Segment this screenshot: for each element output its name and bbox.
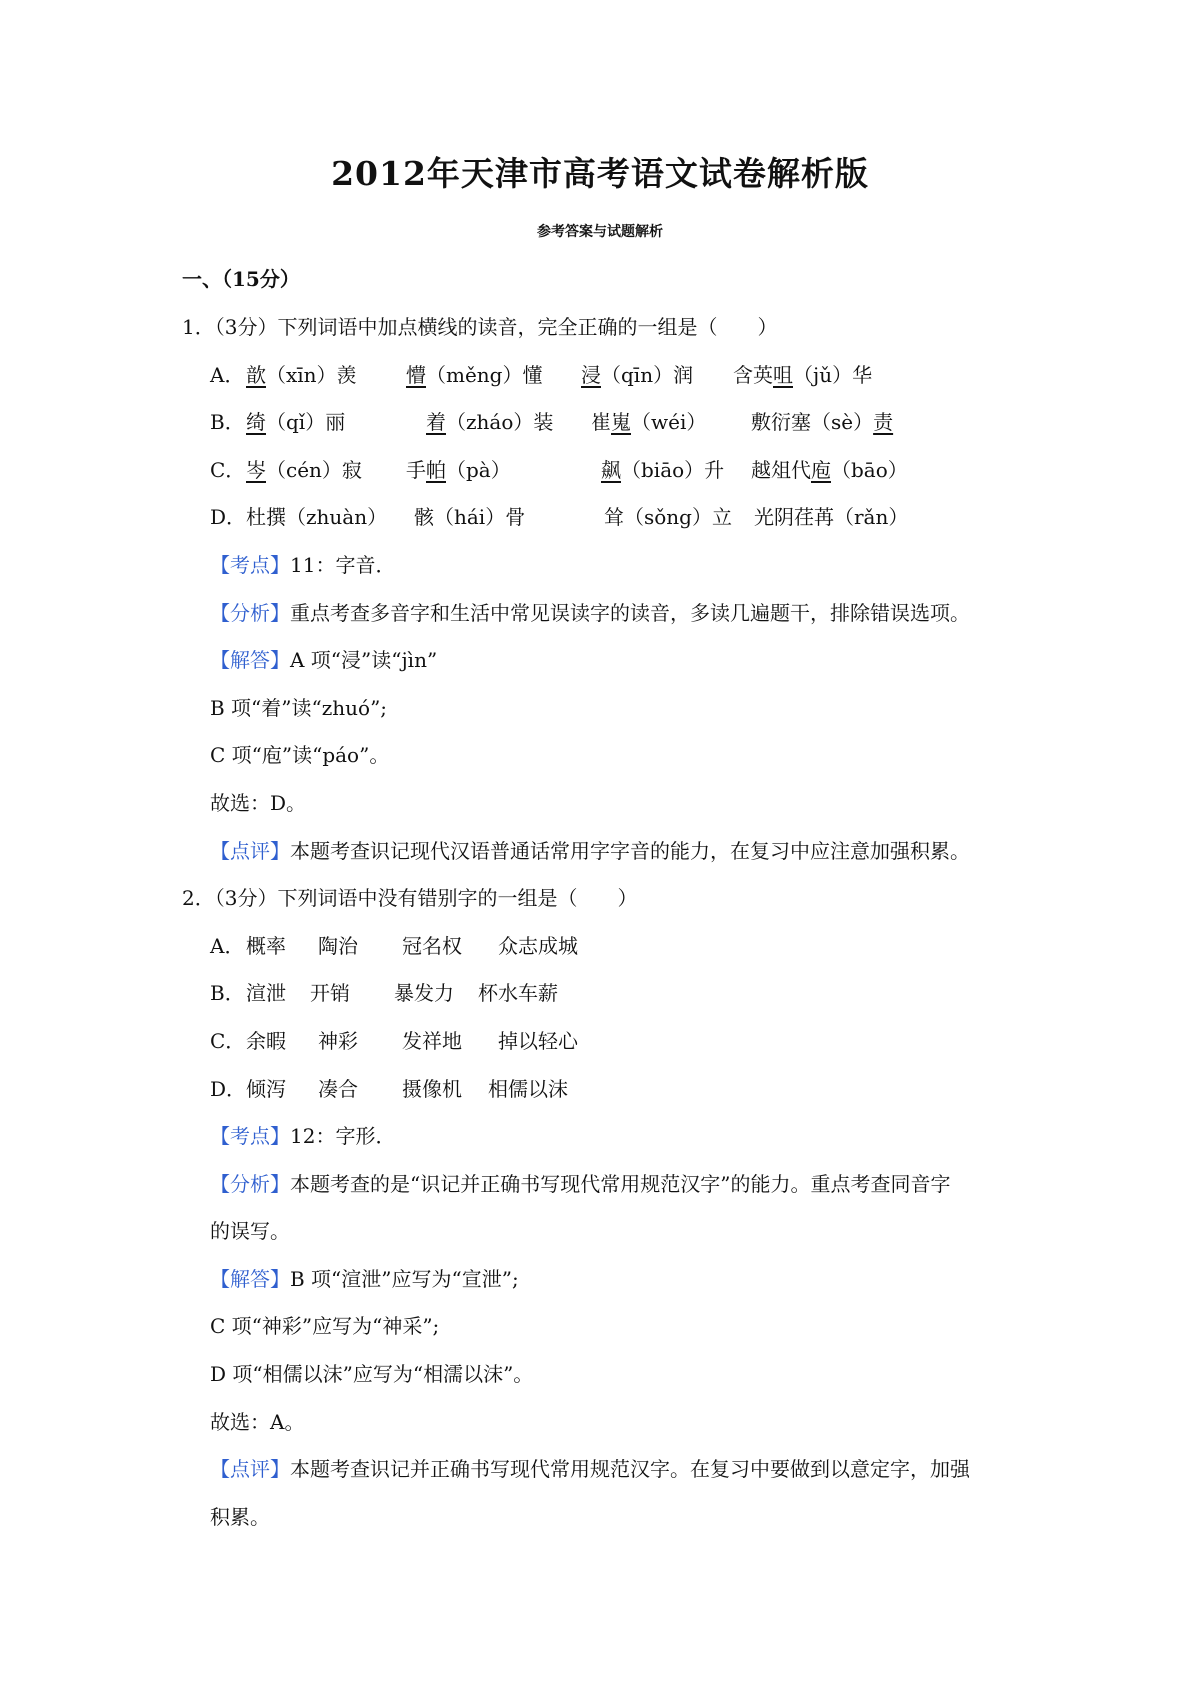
option-text: 相儒以沫 <box>488 1076 568 1101</box>
page-subtitle: 参考答案与试题解析 <box>537 224 663 240</box>
q2-answer: 故选：A。 <box>210 1409 305 1434</box>
q1-fenxi <box>182 590 1042 638</box>
marked-char: 浸 <box>581 362 601 387</box>
option-text: 暴发力 <box>394 981 454 1006</box>
option-text: 发祥地 <box>402 1028 462 1053</box>
option-text: 凑合 <box>318 1076 358 1101</box>
option-text: 众志成城 <box>498 933 578 958</box>
q2-option-d <box>182 1066 1042 1114</box>
marked-char: 帕 <box>426 457 446 482</box>
option-text: 手 <box>406 457 426 482</box>
option-label: A． <box>210 362 245 387</box>
option-label: A． <box>210 933 245 958</box>
fenxi-text: 重点考查多音字和生活中常见误读字的读音，多读几遍题干，排除错误选项。 <box>290 600 970 625</box>
option-text: 耸（sǒng）立 <box>604 505 732 530</box>
option-text: （qīn）润 <box>601 362 694 387</box>
q1-dianping <box>182 828 1042 876</box>
option-text: 开销 <box>310 981 350 1006</box>
q1-stem: 1．（3分）下列词语中加点横线的读音，完全正确的一组是（ ） <box>182 315 778 339</box>
jieda-text: B 项“渲泄”应写为“宣泄”; <box>290 1266 519 1291</box>
marked-char: 岑 <box>246 457 266 482</box>
option-text: 冠名权 <box>402 933 462 958</box>
q2-option-a <box>182 923 1042 971</box>
q1-answer: 故选：D。 <box>210 790 307 815</box>
jieda-tag: 【解答】 <box>210 1266 290 1291</box>
kaodian-text: 11：字音． <box>290 552 396 577</box>
option-label: C． <box>210 1028 246 1053</box>
option-text: 渲泄 <box>246 981 286 1006</box>
option-text: 余暇 <box>246 1028 286 1053</box>
option-label: B． <box>210 981 245 1006</box>
q2-jieda-line-2: C 项“神彩”应写为“神采”; <box>210 1314 440 1339</box>
q2-fenxi <box>182 1161 1042 1209</box>
marked-char: 着 <box>426 410 446 435</box>
kaodian-tag: 【考点】 <box>210 552 290 577</box>
option-label: D． <box>210 1076 247 1101</box>
q1-option-d <box>182 494 1042 542</box>
dianping-tag: 【点评】 <box>210 1457 290 1482</box>
option-label: C． <box>210 457 246 482</box>
option-text: 神彩 <box>318 1028 358 1053</box>
dianping-text: 本题考查识记并正确书写现代常用规范汉字。在复习中要做到以意定字，加强 <box>290 1457 970 1482</box>
marked-char: 责 <box>873 410 894 435</box>
option-text: 含英 <box>733 362 773 387</box>
option-text: （bāo） <box>831 457 908 482</box>
option-text: 越俎代 <box>751 457 811 482</box>
q1-option-b <box>182 399 1042 447</box>
q1-option-a <box>182 352 1042 400</box>
marked-char: 绮 <box>246 410 266 435</box>
page-title: 2012年天津市高考语文试卷解析版 <box>331 154 869 193</box>
q2-kaodian <box>182 1113 1042 1161</box>
option-text: （wéi） <box>631 410 707 435</box>
option-text: （jǔ）华 <box>793 362 873 387</box>
q2-stem: 2．（3分）下列词语中没有错别字的一组是（ ） <box>182 886 638 911</box>
option-text: 杜撰（zhuàn） <box>246 505 388 530</box>
option-text: 掉以轻心 <box>498 1028 578 1053</box>
option-text: （biāo）升 <box>621 457 725 482</box>
option-text: （měng）懂 <box>426 362 543 387</box>
q2-jieda <box>182 1256 1042 1304</box>
q1-option-c <box>182 447 1042 495</box>
q2-option-b <box>182 970 1042 1018</box>
section-heading: 一、（15分） <box>182 267 300 291</box>
option-text: 陶治 <box>318 933 358 958</box>
marked-char: 咀 <box>773 362 793 387</box>
q1-kaodian <box>182 542 1042 590</box>
q2-option-c <box>182 1018 1042 1066</box>
option-text: 概率 <box>246 933 286 958</box>
question-1 <box>182 304 1042 1541</box>
option-text: （qǐ）丽 <box>266 410 346 435</box>
jieda-tag: 【解答】 <box>210 648 290 673</box>
q2-fenxi-line-2: 的误写。 <box>210 1219 290 1244</box>
q1-jieda-line-3: C 项“庖”读“páo”。 <box>210 743 390 768</box>
dianping-tag: 【点评】 <box>210 838 290 863</box>
option-label: B． <box>210 410 245 435</box>
q1-jieda-line-2: B 项“着”读“zhuó”; <box>210 695 388 720</box>
option-text: （zháo）装 <box>446 410 554 435</box>
fenxi-tag: 【分析】 <box>210 600 290 625</box>
marked-char: 庖 <box>811 457 831 482</box>
dianping-text: 本题考查识记现代汉语普通话常用字字音的能力，在复习中应注意加强积累。 <box>290 838 970 863</box>
marked-char: 飙 <box>601 457 621 482</box>
option-text: （pà） <box>446 457 511 482</box>
option-text: 敷衍塞（sè） <box>751 410 874 435</box>
marked-char: 懵 <box>406 362 426 387</box>
kaodian-tag: 【考点】 <box>210 1124 290 1149</box>
q2-dianping-line-2: 积累。 <box>210 1504 270 1529</box>
marked-char: 歆 <box>246 362 266 387</box>
option-text: 光阴荏苒（rǎn） <box>754 505 909 530</box>
option-text: 骸（hái）骨 <box>414 505 526 530</box>
fenxi-text: 本题考查的是“识记并正确书写现代常用规范汉字”的能力。重点考查同音字 <box>290 1171 951 1196</box>
option-text: 倾泻 <box>246 1076 286 1101</box>
fenxi-tag: 【分析】 <box>210 1171 290 1196</box>
jieda-text: A 项“浸”读“jìn” <box>290 648 438 673</box>
option-text: 摄像机 <box>402 1076 462 1101</box>
option-text: 崔 <box>591 410 611 435</box>
option-text: （cén）寂 <box>266 457 362 482</box>
option-text: （xīn）羡 <box>266 362 357 387</box>
marked-char: 嵬 <box>611 410 631 435</box>
q2-jieda-line-3: D 项“相儒以沫”应写为“相濡以沫”。 <box>210 1362 534 1387</box>
q2-dianping <box>182 1446 1042 1494</box>
q1-jieda <box>182 637 1042 685</box>
option-text: 杯水车薪 <box>478 981 558 1006</box>
kaodian-text: 12：字形． <box>290 1124 396 1149</box>
option-label: D． <box>210 505 247 530</box>
